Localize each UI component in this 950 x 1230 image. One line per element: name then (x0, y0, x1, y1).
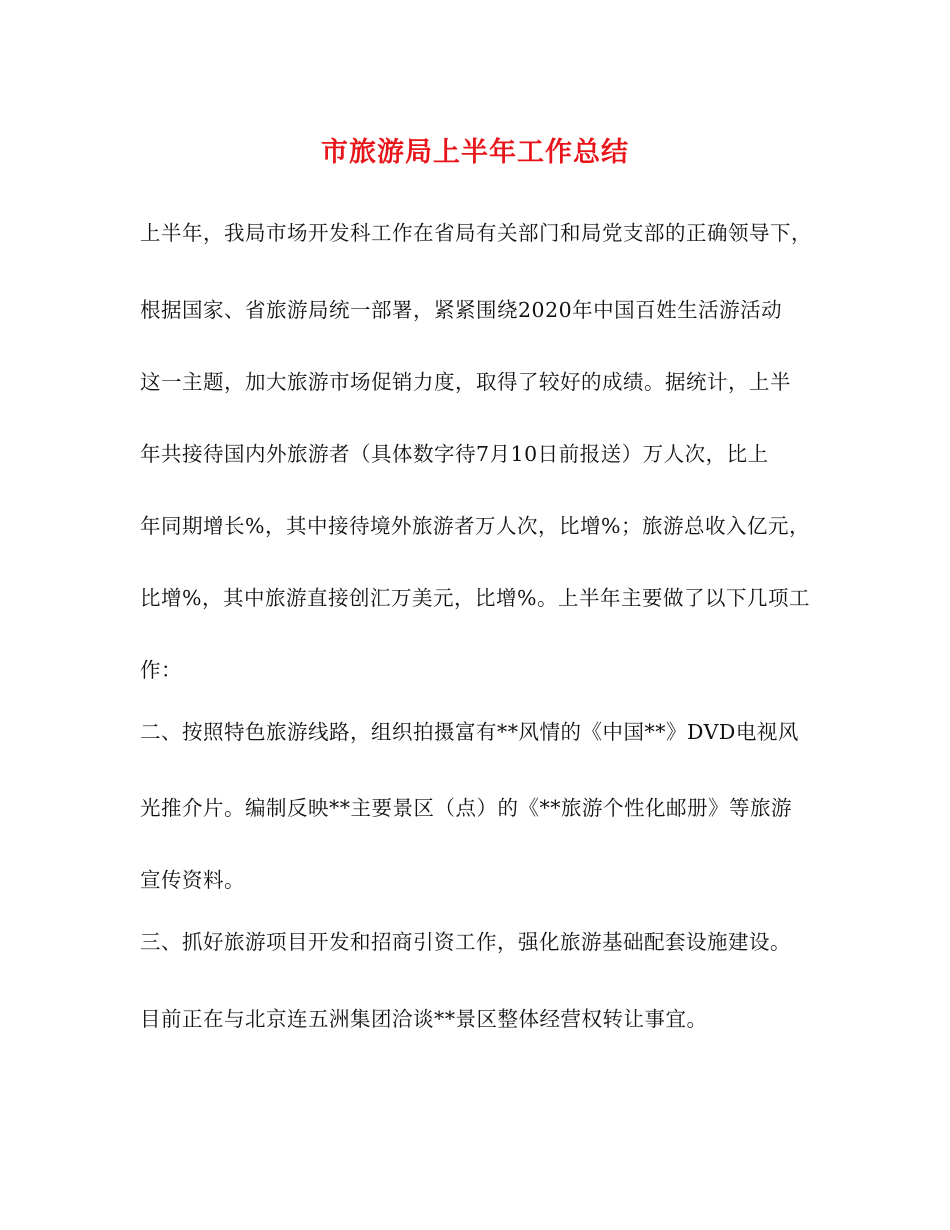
body-line-10: 宣传资料。 (140, 868, 245, 892)
body-line-8: 二、按照特色旅游线路，组织拍摄富有**风情的《中国**》DVD电视风 (140, 720, 799, 744)
body-line-7: 作： (140, 658, 182, 682)
body-line-11: 三、抓好旅游项目开发和招商引资工作，强化旅游基础配套设施建设。 (140, 930, 791, 954)
body-line-4: 年共接待国内外旅游者（具体数字待7月10日前报送）万人次，比上 (140, 442, 769, 466)
body-line-2: 根据国家、省旅游局统一部署，紧紧围绕2020年中国百姓生活游活动 (140, 298, 783, 322)
body-line-3: 这一主题，加大旅游市场促销力度，取得了较好的成绩。据统计，上半 (140, 370, 791, 394)
body-line-5: 年同期增长%，其中接待境外旅游者万人次，比增%；旅游总收入亿元， (140, 514, 810, 538)
body-line-1: 上半年，我局市场开发科工作在省局有关部门和局党支部的正确领导下， (140, 221, 812, 245)
body-line-9: 光推介片。编制反映**主要景区（点）的《**旅游个性化邮册》等旅游 (140, 796, 792, 820)
body-line-6: 比增%，其中旅游直接创汇万美元，比增%。上半年主要做了以下几项工 (140, 586, 810, 610)
document-title: 市旅游局上半年工作总结 (321, 137, 629, 168)
body-line-12: 目前正在与北京连五洲集团洽谈**景区整体经营权转让事宜。 (140, 1007, 708, 1031)
